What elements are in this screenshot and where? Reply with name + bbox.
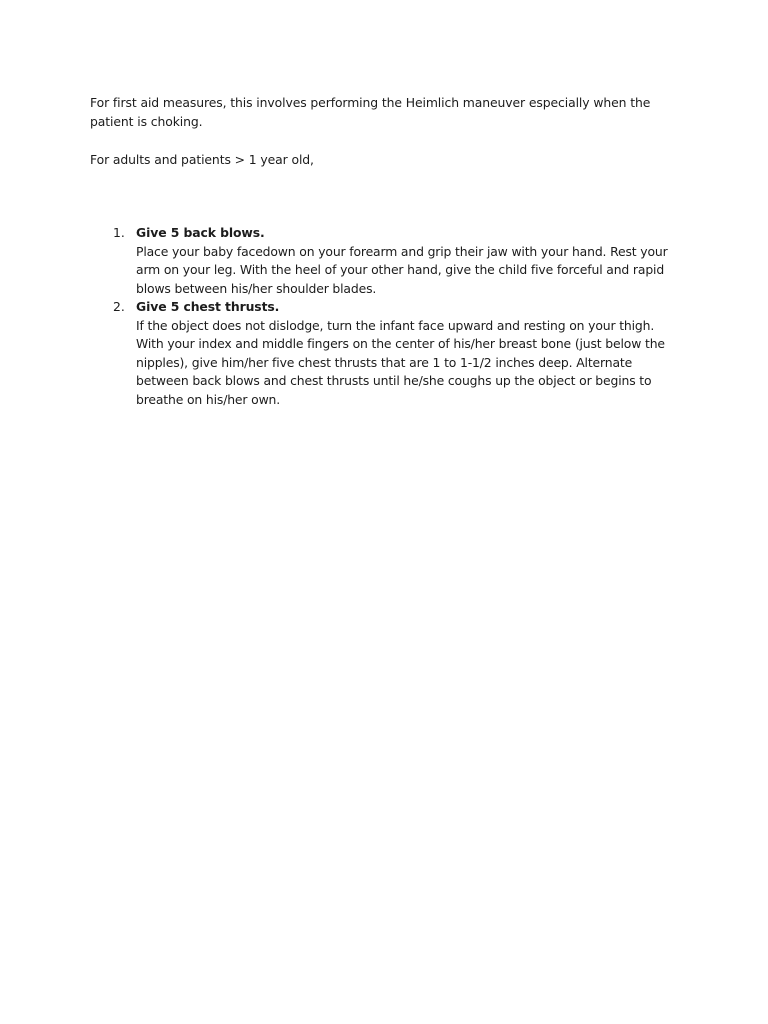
list-item	[0, 224, 676, 298]
step-number: 1.	[113, 225, 125, 240]
audience-paragraph: For adults and patients > 1 year old,	[90, 152, 314, 167]
list-item	[0, 298, 676, 409]
intro-paragraph: For first aid measures, this involves performing the Heimlich maneuver especially when the patient is choking.	[90, 95, 651, 129]
step-title: Give 5 chest thrusts.	[136, 299, 280, 314]
step-body: Place your baby facedown on your forearm and grip their jaw with your hand. Rest your arm on your leg. With the heel of your other hand, give the child five forceful and rapid blows between his/her shoulder blades.	[136, 243, 668, 296]
step-title: Give 5 back blows.	[136, 225, 265, 240]
step-number: 2.	[113, 299, 125, 314]
steps-list	[0, 224, 768, 409]
step-body: If the object does not dislodge, turn the infant face upward and resting on your thigh. With your index and middle fingers on the center of his/her breast bone (just below the nipples), give him/her five chest thrusts that are 1 to 1-1/2 inches deep. Alternate between back blows and chest thrusts until he/she coughs up the object or begins to breathe on his/her own.	[136, 317, 665, 407]
